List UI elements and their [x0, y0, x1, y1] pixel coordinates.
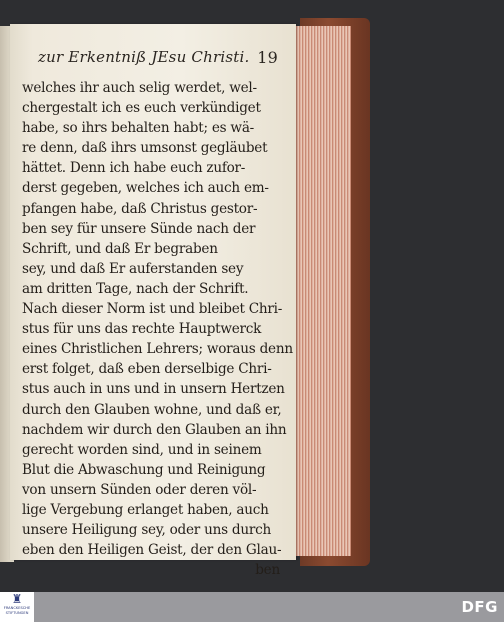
running-head	[38, 48, 278, 70]
logo-text-line-1: FRANCKESCHE	[3, 606, 31, 610]
text-line: re denn, daß ihrs umsonst gegläubet	[22, 140, 268, 157]
text-line: nachdem wir durch den Glauben an ihn	[22, 421, 287, 438]
text-line: unsere Heiligung sey, oder uns durch	[22, 522, 271, 539]
page-edges	[294, 26, 351, 556]
text-line: stus für uns das rechte Hauptwerck	[22, 321, 262, 338]
text-line: von unsern Sünden oder deren völ-	[22, 481, 257, 498]
text-block	[22, 78, 293, 580]
viewer-footer	[0, 592, 504, 622]
text-line: ben sey für unsere Sünde nach der	[22, 220, 256, 237]
dfg-logo[interactable]: DFG	[461, 598, 498, 616]
text-line: habe, so ihrs behalten habt; es wä-	[22, 120, 255, 137]
text-line: stus auch in uns und in unsern Hertzen	[22, 381, 285, 398]
book-page	[10, 24, 296, 579]
text-line: eben den Heiligen Geist, der den Glau-	[22, 542, 282, 559]
text-line: lige Vergebung erlanget haben, auch	[22, 501, 269, 518]
franckesche-stiftungen-logo[interactable]	[0, 592, 34, 622]
text-line: pfangen habe, daß Christus gestor-	[22, 200, 258, 217]
text-line: Blut die Abwaschung und Reinigung	[22, 461, 266, 478]
text-line: eines Christlichen Lehrers; woraus denn	[22, 341, 293, 358]
catchword: ben	[255, 562, 280, 579]
page-number: 19	[257, 48, 278, 67]
crest-icon: ♜	[11, 592, 23, 606]
text-line: gerecht worden sind, und in seinem	[22, 441, 262, 458]
text-line: derst gegeben, welches ich auch em-	[22, 180, 269, 197]
text-line: chergestalt ich es euch verkündiget	[22, 100, 261, 117]
text-line: welches ihr auch selig werdet, wel-	[22, 80, 257, 96]
text-line: hättet. Denn ich habe euch zufor-	[22, 160, 246, 177]
logo-text-line-2: STIFTUNGEN	[5, 610, 29, 615]
text-line: sey, und daß Er auferstanden sey	[22, 260, 244, 277]
text-line: am dritten Tage, nach der Schrift.	[22, 280, 249, 297]
text-line: erst folget, daß eben derselbige Chri-	[22, 361, 272, 378]
running-head-title: zur Erkentniß JEsu Christi.	[38, 48, 250, 66]
text-line: durch den Glauben wohne, und daß er,	[22, 401, 282, 418]
text-line: Schrift, und daß Er begraben	[22, 240, 218, 257]
text-line: Nach dieser Norm ist und bleibet Chri-	[22, 301, 283, 318]
